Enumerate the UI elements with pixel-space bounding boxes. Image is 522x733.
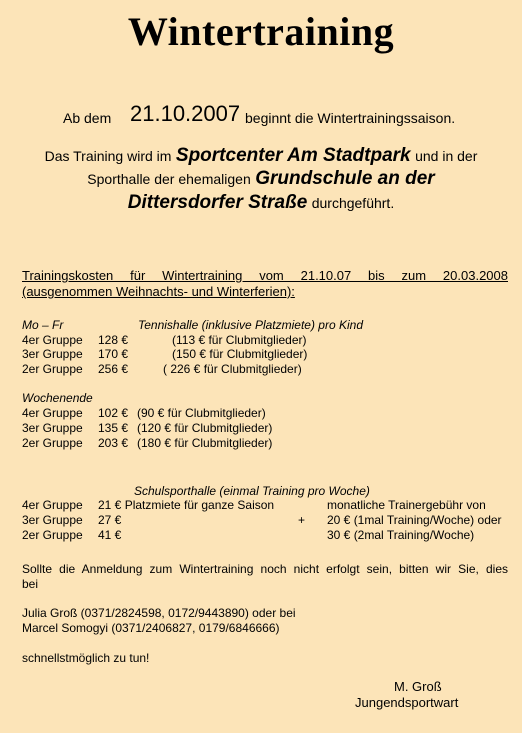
school-row-price: 27 € [98,513,122,527]
contact-line: Julia Groß (0371/2824598, 0172/9443890) oder bei [22,606,296,620]
costs-heading-line-1: Trainingskosten für Wintertraining vom 21.10.07 bis zum 20.03.2008 [22,268,508,283]
school-row-price: 21 € Platzmiete für ganze Saison [98,498,275,512]
venue-line-2 [0,168,522,190]
school-row-fee: 20 € (1mal Training/Woche) oder [327,513,502,527]
venue-line-3 [0,192,522,214]
weekday-row-price: 256 € [98,362,129,376]
weekday-row-group: 3er Gruppe [22,347,83,361]
venue-text: Sporthalle der ehemaligen [87,171,251,187]
registration-note-line-1: Sollte die Anmeldung zum Wintertraining noch nicht erfolgt sein, bitten wir Sie, dies [22,562,508,576]
weekend-row-price: 203 € [98,436,129,450]
intro-prefix: Ab dem [63,110,112,126]
weekday-row-member: (113 € für Clubmitglieder) [172,333,307,347]
weekend-row-member: (180 € für Clubmitglieder) [137,436,273,450]
intro-suffix: beginnt die Wintertrainingssaison. [245,110,456,126]
school-row-group: 3er Gruppe [22,513,83,527]
signature-name: M. Groß [394,679,442,694]
weekday-row-price: 170 € [98,347,129,361]
venue-line-1 [0,145,522,167]
school-row-price: 41 € [98,528,122,542]
contact-line: Marcel Somogyi (0371/2406827, 0179/6846666) [22,621,280,635]
school-header: Schulsporthalle (einmal Training pro Woche) [134,484,370,498]
start-date: 21.10.2007 [130,101,241,126]
weekday-label: Mo – Fr [22,318,64,332]
weekend-row-member: (90 € für Clubmitglieder) [137,406,266,420]
venue-text: Das Training wird im [44,148,172,164]
costs-heading-line-2: (ausgenommen Weihnachts- und Winterferien): [22,284,295,299]
weekend-row-price: 102 € [98,406,129,420]
venue-text: und in der [415,148,478,164]
school-row-group: 4er Gruppe [22,498,83,512]
weekend-label: Wochenende [22,391,93,405]
venue-street: Dittersdorfer Straße [127,192,308,213]
school-row-plus: + [298,513,306,527]
venue-text: durchgeführt. [311,195,395,211]
weekend-row-member: (120 € für Clubmitglieder) [137,421,273,435]
venue-name-sportcenter: Sportcenter Am Stadtpark [175,145,411,166]
school-row-fee: monatliche Trainergebühr von [327,498,486,512]
weekday-row-group: 4er Gruppe [22,333,83,347]
weekend-row-price: 135 € [98,421,129,435]
closing-text: schnellstmöglich zu tun! [22,651,150,665]
weekday-row-price: 128 € [98,333,129,347]
weekend-row-group: 2er Gruppe [22,436,83,450]
page-title: Wintertraining [127,9,395,54]
weekday-row-member: ( 226 € für Clubmitglieder) [163,362,302,376]
weekday-row-group: 2er Gruppe [22,362,83,376]
weekday-row-member: (150 € für Clubmitglieder) [172,347,308,361]
weekday-header: Tennishalle (inklusive Platzmiete) pro Kind [138,318,363,332]
school-row-group: 2er Gruppe [22,528,83,542]
registration-note-line-2: bei [22,577,39,591]
weekend-row-group: 3er Gruppe [22,421,83,435]
signature-role: Jungendsportwart [355,695,459,710]
school-row-fee: 30 € (2mal Training/Woche) [327,528,475,542]
venue-name-school: Grundschule an der [255,168,435,189]
weekend-row-group: 4er Gruppe [22,406,83,420]
